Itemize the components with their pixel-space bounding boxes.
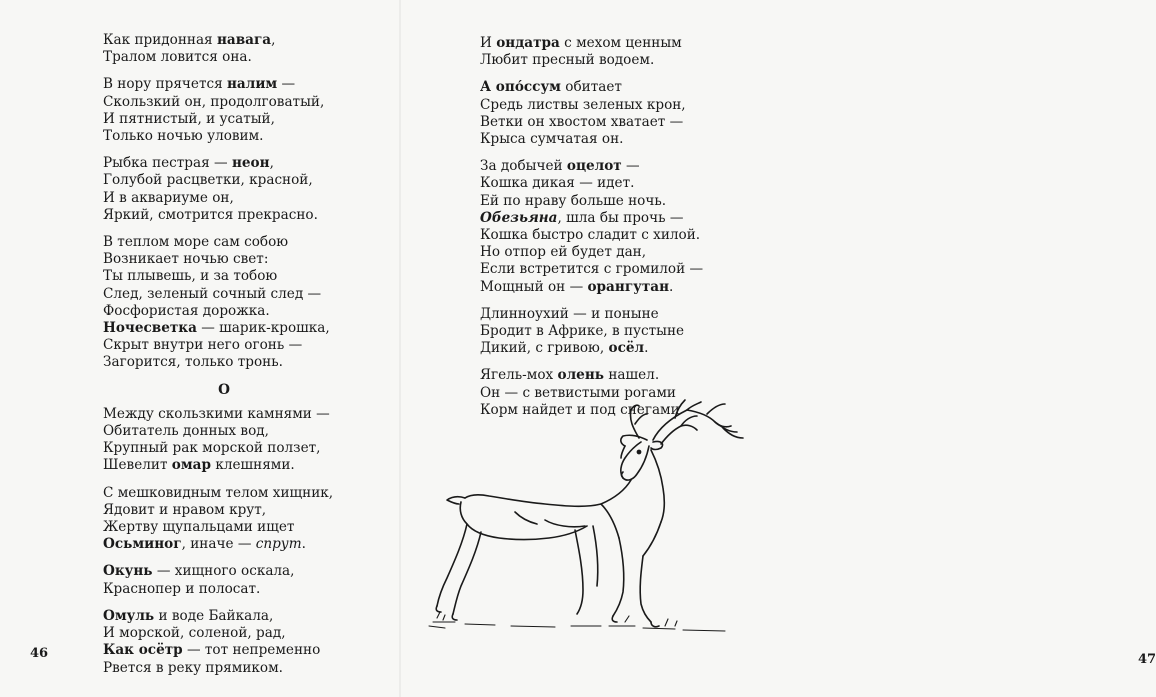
line-text: Жертву щупальцами ищет: [103, 519, 295, 536]
line-text: ,: [271, 32, 276, 48]
highlighted-word: Осьминог: [103, 536, 182, 553]
line-text: След, зеленый сочный след —: [103, 285, 322, 302]
line-text: — тот непременно: [182, 642, 321, 659]
section-letter: О: [218, 381, 230, 398]
line-text: и воде Байкала,: [154, 607, 274, 624]
poem-line: [103, 268, 393, 285]
poem-line: [103, 660, 393, 677]
poem-line: [103, 128, 393, 145]
line-text: —: [277, 76, 296, 93]
line-text: Фосфористая дорожка.: [103, 302, 270, 319]
poem-line: [103, 207, 393, 224]
highlighted-word: Омуль: [103, 607, 155, 624]
line-text: Бродит в Африке, в пустыне: [480, 323, 685, 340]
line-text: — хищного оскала,: [152, 563, 295, 580]
poem-line: [480, 323, 780, 340]
line-text: с мехом ценным: [559, 35, 682, 51]
stanza: [103, 234, 393, 372]
line-text: Загорится, только тронь.: [103, 354, 283, 371]
highlighted-word: налим: [226, 76, 278, 93]
line-text: Крупный рак морской ползет,: [103, 440, 321, 457]
poem-line: [103, 111, 393, 128]
line-text: Крыса сумчатая он.: [480, 131, 624, 148]
highlighted-word: олень: [557, 367, 605, 384]
page-number-right: 47: [1138, 652, 1156, 667]
poem-line: [103, 440, 393, 457]
poem-line: [480, 131, 780, 148]
line-text: —: [621, 158, 640, 175]
line-text: Дикий, с гривою,: [480, 340, 609, 357]
line-text: спрут: [255, 536, 302, 553]
highlighted-word: А опо́ссум: [480, 79, 561, 96]
poem-line: [103, 406, 393, 423]
line-text: нашел.: [604, 367, 660, 384]
poem-line: [103, 625, 393, 642]
line-text: Ей по нраву больше ночь.: [480, 192, 667, 209]
line-text: Он — с ветвистыми рогами: [480, 384, 676, 401]
stanza: [480, 35, 780, 69]
left-page: [0, 0, 400, 697]
highlighted-word: Как осётр: [103, 642, 183, 659]
stanza: [103, 608, 393, 677]
poem-line: [103, 172, 393, 189]
deer-legs: [436, 524, 659, 627]
line-text: И: [480, 35, 497, 51]
line-text: обитает: [560, 79, 622, 96]
line-text: Корм найдет и под снегами: [480, 401, 680, 418]
highlighted-word: Обезьяна: [480, 209, 558, 226]
line-text: Ягель-мох: [480, 367, 558, 384]
stanza: [103, 76, 393, 145]
deer-head: [621, 435, 663, 480]
poem-line: [103, 423, 393, 440]
stanza-group-b: [103, 406, 393, 677]
line-text: Голубой расцветки, красной,: [103, 172, 313, 189]
line-text: Длинноухий — и поныне: [480, 305, 659, 322]
line-text: Рыбка пестрая —: [103, 155, 232, 172]
line-text: И в аквариуме он,: [103, 189, 234, 206]
stanza: [103, 406, 393, 475]
poem-line: [103, 190, 393, 207]
line-text: Возникает ночью свет:: [103, 251, 269, 268]
poem-line: [480, 158, 780, 175]
poem-line: [103, 608, 393, 625]
poem-line: [103, 251, 393, 268]
poem-line: [103, 563, 393, 580]
line-text: Краснопер и полосат.: [103, 580, 261, 597]
poem-line: [480, 193, 780, 210]
poem-line: [480, 306, 780, 323]
poem-line: [480, 279, 780, 296]
highlighted-word: осёл: [608, 340, 645, 357]
poem-line: [103, 303, 393, 320]
poem-line: [103, 320, 393, 337]
poem-line: [480, 79, 780, 96]
line-text: Рвется в реку прямиком.: [103, 659, 283, 676]
poem-line: [480, 340, 780, 357]
left-column: [103, 32, 393, 687]
line-text: Яркий, смотрится прекрасно.: [103, 206, 318, 223]
stanza: [480, 306, 780, 358]
line-text: Шевелит: [103, 457, 172, 474]
highlighted-word: Ночесветка: [103, 320, 197, 337]
stanza: [103, 32, 393, 66]
stanza-group-right: [480, 35, 780, 419]
line-text: Но отпор ей будет дан,: [480, 244, 647, 261]
stanza: [103, 155, 393, 224]
poem-line: [103, 581, 393, 598]
poem-line: [103, 49, 393, 66]
line-text: Между скользкими камнями —: [103, 405, 330, 422]
poem-line: [103, 519, 393, 536]
poem-line: [103, 642, 393, 659]
poem-line: [103, 337, 393, 354]
poem-line: [103, 155, 393, 172]
highlighted-word: неон: [231, 155, 270, 172]
line-text: Ветки он хвостом хватает —: [480, 113, 684, 130]
line-text: В нору прячется: [103, 76, 227, 93]
line-text: И пятнистый, и усатый,: [103, 110, 275, 127]
poem-line: [103, 485, 393, 502]
poem-line: [480, 261, 780, 278]
highlighted-word: орангутан: [587, 278, 670, 295]
line-text: Обитатель донных вод,: [103, 423, 269, 440]
stanza: [103, 485, 393, 554]
poem-line: [480, 244, 780, 261]
line-text: клешнями.: [211, 457, 295, 474]
stanza: [480, 158, 780, 296]
line-text: С мешковидным телом хищник,: [103, 484, 334, 501]
line-text: Скользкий он, продолговатый,: [103, 93, 325, 110]
highlighted-word: оцелот: [566, 158, 622, 175]
line-text: Средь листвы зеленых крон,: [480, 96, 686, 113]
poem-line: [480, 97, 780, 114]
highlighted-word: Окунь: [103, 563, 153, 580]
ground-strokes: [429, 612, 725, 631]
line-text: Тралом ловится она.: [103, 49, 252, 66]
highlighted-word: навага: [216, 32, 272, 48]
line-text: .: [644, 340, 649, 357]
antlers-icon: [630, 400, 743, 444]
line-text: Если встретится с громилой —: [480, 261, 704, 278]
poem-line: [480, 210, 780, 227]
poem-line: [480, 227, 780, 244]
poem-line: [480, 367, 780, 384]
line-text: И морской, соленой, рад,: [103, 625, 286, 642]
line-text: Кошка быстро сладит с хилой.: [480, 227, 701, 244]
stanza: [480, 79, 780, 148]
line-text: Как придонная: [103, 32, 217, 48]
line-text: .: [301, 536, 306, 553]
highlighted-word: омар: [171, 457, 211, 474]
poem-line: [103, 76, 393, 93]
line-text: Скрыт внутри него огонь —: [103, 337, 303, 354]
poem-line: [103, 234, 393, 251]
line-text: , шла бы прочь —: [557, 209, 684, 226]
line-text: Кошка дикая — идет.: [480, 175, 635, 192]
deer-illustration: [425, 400, 755, 645]
poem-line: [103, 94, 393, 111]
poem-line: [480, 52, 780, 69]
line-text: ,: [269, 155, 274, 172]
stanza: [103, 563, 393, 597]
line-text: .: [669, 278, 674, 295]
line-text: Мощный он —: [480, 278, 588, 295]
poem-line: [480, 35, 780, 52]
line-text: Ядовит и нравом крут,: [103, 501, 267, 518]
stanza-group-a: [103, 32, 393, 372]
poem-line: [103, 536, 393, 553]
line-text: Любит пресный водоем.: [480, 52, 655, 69]
poem-line: [103, 354, 393, 371]
poem-line: [103, 286, 393, 303]
right-column: [480, 35, 780, 429]
poem-line: [480, 175, 780, 192]
poem-line: [103, 32, 393, 49]
poem-line: [480, 114, 780, 131]
line-text: Только ночью уловим.: [103, 128, 264, 145]
poem-line: [103, 457, 393, 474]
line-text: , иначе —: [181, 536, 256, 553]
line-text: — шарик-крошка,: [196, 320, 330, 337]
page-number-left: 46: [30, 646, 49, 661]
poem-line: [103, 502, 393, 519]
line-text: В теплом море сам собою: [103, 234, 289, 251]
highlighted-word: ондатра: [496, 35, 560, 51]
line-text: За добычей: [480, 158, 567, 175]
line-text: Ты плывешь, и за тобою: [103, 268, 278, 285]
